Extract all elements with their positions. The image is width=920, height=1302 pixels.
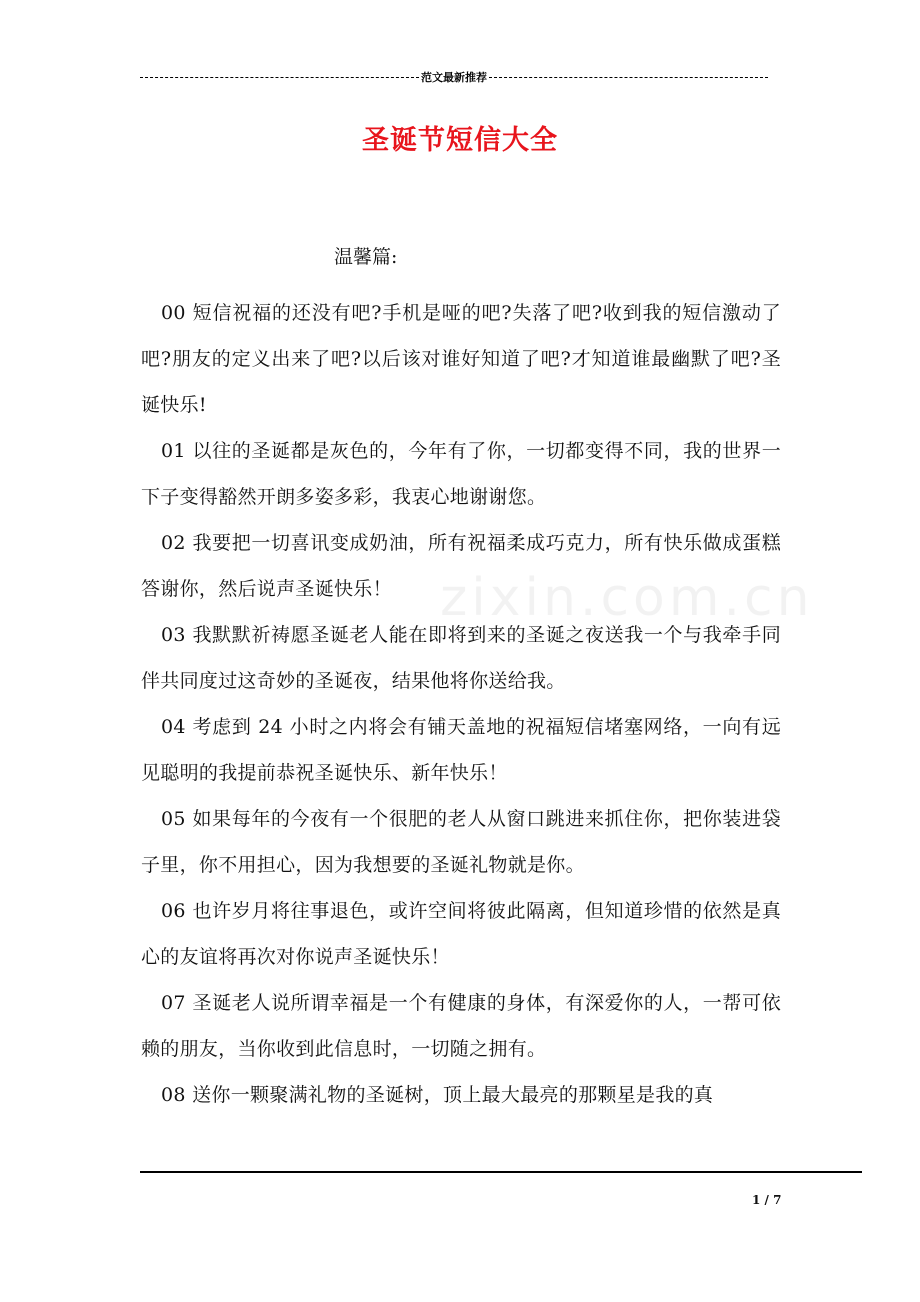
paragraph-04: 04 考虑到 24 小时之内将会有铺天盖地的祝福短信堵塞网络，一向有远见聪明的我提前恭祝圣诞快乐、新年快乐！ <box>141 716 781 784</box>
paragraph-06: 06 也许岁月将往事退色，或许空间将彼此隔离，但知道珍惜的依然是真心的友谊将再次对你说声圣诞快乐！ <box>141 900 781 968</box>
paragraph-08: 08 送你一颗聚满礼物的圣诞树，顶上最大最亮的那颗星是我的真 <box>161 1084 714 1106</box>
footer-rule <box>140 1171 862 1174</box>
paragraph-05: 05 如果每年的今夜有一个很肥的老人从窗口跳进来抓住你，把你装进袋子里，你不用担心，因为我想要的圣诞礼物就是你。 <box>141 808 781 876</box>
paragraph-03: 03 我默默祈祷愿圣诞老人能在即将到来的圣诞之夜送我一个与我牵手同伴共同度过这奇妙的圣诞夜，结果他将你送给我。 <box>141 624 781 692</box>
page-number: 1 / 7 <box>752 1193 782 1207</box>
paragraph-07: 07 圣诞老人说所谓幸福是一个有健康的身体，有深爱你的人，一帮可依赖的朋友，当你收到此信息时，一切随之拥有。 <box>141 992 781 1060</box>
paragraph-00: 00 短信祝福的还没有吧?手机是哑的吧?失落了吧?收到我的短信激动了吧?朋友的定义出来了吧?以后该对谁好知道了吧?才知道谁最幽默了吧?圣诞快乐! <box>141 302 781 416</box>
header-label: 范文最新推荐 <box>421 71 487 84</box>
watermark: zixin.com.cn <box>440 568 814 628</box>
document-body <box>141 290 781 1118</box>
paragraph-02: 02 我要把一切喜讯变成奶油，所有祝福柔成巧克力，所有快乐做成蛋糕答谢你，然后说声圣诞快乐！ <box>141 532 781 600</box>
section-intro: 温馨篇: <box>334 246 398 268</box>
header-dash-left <box>140 77 419 78</box>
document-title: 圣诞节短信大全 <box>362 125 558 156</box>
page-header <box>140 68 768 86</box>
header-dash-right <box>489 77 768 78</box>
paragraph-01: 01 以往的圣诞都是灰色的，今年有了你，一切都变得不同，我的世界一下子变得豁然开朗多姿多彩，我衷心地谢谢您。 <box>141 440 781 508</box>
